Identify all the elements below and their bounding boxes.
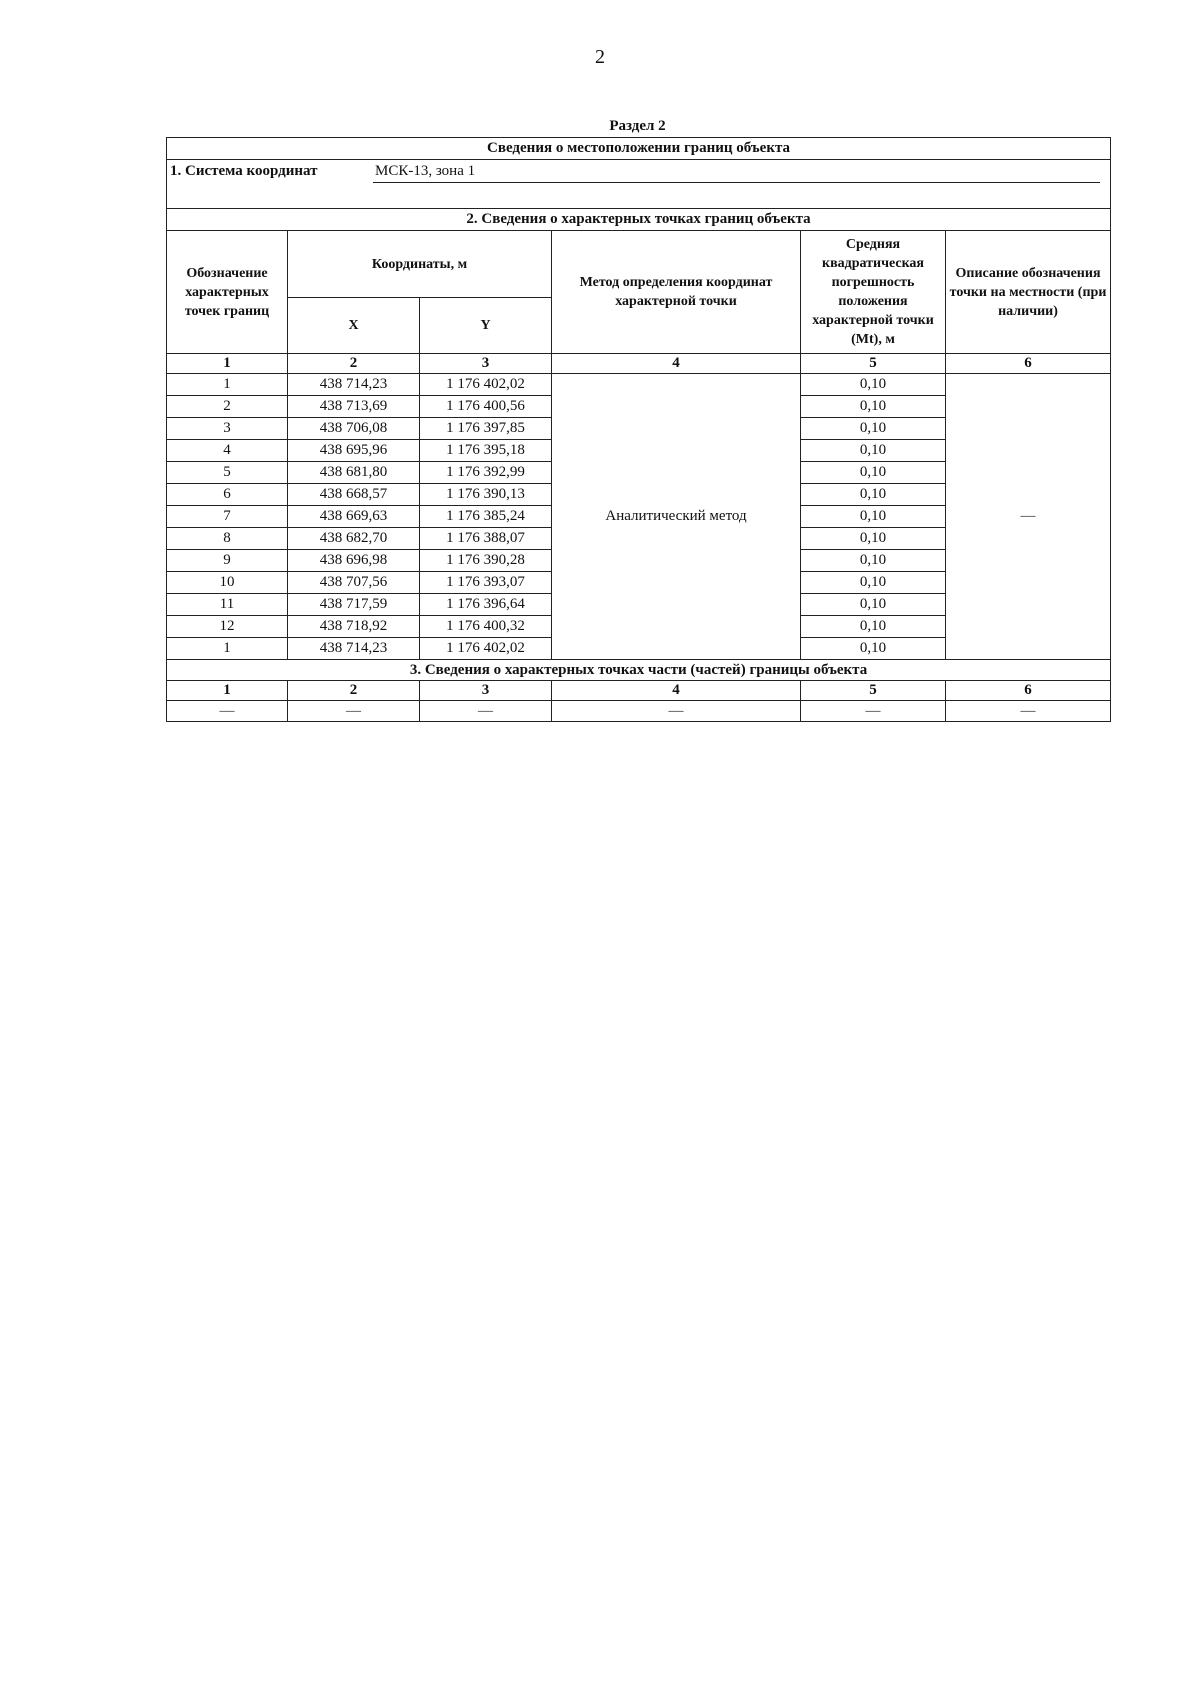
coord-system-row (167, 160, 1111, 209)
point-y: 1 176 390,28 (420, 550, 552, 572)
points-col-number: 1 (167, 354, 288, 374)
point-y: 1 176 402,02 (420, 374, 552, 396)
method-value: Аналитический метод (552, 374, 801, 660)
point-mt: 0,10 (801, 638, 946, 660)
points-col-number: 2 (288, 354, 420, 374)
header-description: Описание обозначения точки на местности (при наличии) (946, 231, 1111, 354)
point-y: 1 176 392,99 (420, 462, 552, 484)
point-number: 5 (167, 462, 288, 484)
table-row (167, 374, 1111, 396)
point-x: 438 668,57 (288, 484, 420, 506)
point-x: 438 696,98 (288, 550, 420, 572)
points-col-number: 6 (946, 354, 1111, 374)
boundary-table (166, 137, 1111, 722)
point-number: 10 (167, 572, 288, 594)
point-y: 1 176 395,18 (420, 440, 552, 462)
parts-col-number: 3 (420, 681, 552, 701)
parts-dash: — (946, 701, 1111, 722)
point-number: 2 (167, 396, 288, 418)
point-mt: 0,10 (801, 550, 946, 572)
coord-system-label: 1. Система координат (170, 163, 318, 179)
parts-col-number: 4 (552, 681, 801, 701)
parts-col-number: 1 (167, 681, 288, 701)
point-y: 1 176 393,07 (420, 572, 552, 594)
point-mt: 0,10 (801, 572, 946, 594)
points-col-number: 3 (420, 354, 552, 374)
point-mt: 0,10 (801, 506, 946, 528)
point-x: 438 718,92 (288, 616, 420, 638)
parts-dash: — (420, 701, 552, 722)
header-x: X (288, 298, 420, 354)
coord-system-value: МСК-13, зона 1 (375, 163, 476, 179)
point-mt: 0,10 (801, 528, 946, 550)
point-y: 1 176 400,56 (420, 396, 552, 418)
point-mt: 0,10 (801, 462, 946, 484)
point-y: 1 176 396,64 (420, 594, 552, 616)
points-col-number: 5 (801, 354, 946, 374)
points-col-number: 4 (552, 354, 801, 374)
header-error: Средняя квадратическая погрешность положения характерной точки (Mt), м (801, 231, 946, 354)
point-x: 438 682,70 (288, 528, 420, 550)
point-mt: 0,10 (801, 396, 946, 418)
header-designation: Обозначение характерных точек границ (167, 231, 288, 354)
point-mt: 0,10 (801, 594, 946, 616)
point-number: 7 (167, 506, 288, 528)
point-mt: 0,10 (801, 440, 946, 462)
parts-dash: — (167, 701, 288, 722)
point-number: 1 (167, 374, 288, 396)
point-mt: 0,10 (801, 374, 946, 396)
coord-system-underline (373, 182, 1100, 183)
parts-col-number: 6 (946, 681, 1111, 701)
header-y: Y (420, 298, 552, 354)
point-x: 438 707,56 (288, 572, 420, 594)
parts-dash: — (801, 701, 946, 722)
point-number: 9 (167, 550, 288, 572)
point-number: 3 (167, 418, 288, 440)
parts-col-number: 5 (801, 681, 946, 701)
point-x: 438 717,59 (288, 594, 420, 616)
point-number: 4 (167, 440, 288, 462)
point-mt: 0,10 (801, 616, 946, 638)
point-x: 438 714,23 (288, 638, 420, 660)
point-y: 1 176 397,85 (420, 418, 552, 440)
point-number: 6 (167, 484, 288, 506)
point-y: 1 176 390,13 (420, 484, 552, 506)
point-number: 12 (167, 616, 288, 638)
parts-dash: — (288, 701, 420, 722)
parts-section-title: 3. Сведения о характерных точках части (частей) границы объекта (167, 660, 1111, 681)
point-x: 438 695,96 (288, 440, 420, 462)
header-method: Метод определения координат характерной точки (552, 231, 801, 354)
point-y: 1 176 400,32 (420, 616, 552, 638)
header-coords: Координаты, м (288, 231, 552, 298)
point-x: 438 681,80 (288, 462, 420, 484)
point-x: 438 669,63 (288, 506, 420, 528)
point-number: 1 (167, 638, 288, 660)
point-y: 1 176 385,24 (420, 506, 552, 528)
point-x: 438 713,69 (288, 396, 420, 418)
points-section-title: 2. Сведения о характерных точках границ объекта (167, 209, 1111, 231)
parts-dash: — (552, 701, 801, 722)
point-y: 1 176 402,02 (420, 638, 552, 660)
page-number: 2 (595, 46, 605, 68)
point-y: 1 176 388,07 (420, 528, 552, 550)
point-x: 438 714,23 (288, 374, 420, 396)
point-x: 438 706,08 (288, 418, 420, 440)
point-number: 11 (167, 594, 288, 616)
point-number: 8 (167, 528, 288, 550)
point-mt: 0,10 (801, 484, 946, 506)
parts-col-number: 2 (288, 681, 420, 701)
point-mt: 0,10 (801, 418, 946, 440)
table-title: Сведения о местоположении границ объекта (167, 138, 1111, 160)
section-label: Раздел 2 (609, 118, 666, 134)
description-value: — (946, 374, 1111, 660)
parts-row (167, 701, 1111, 722)
